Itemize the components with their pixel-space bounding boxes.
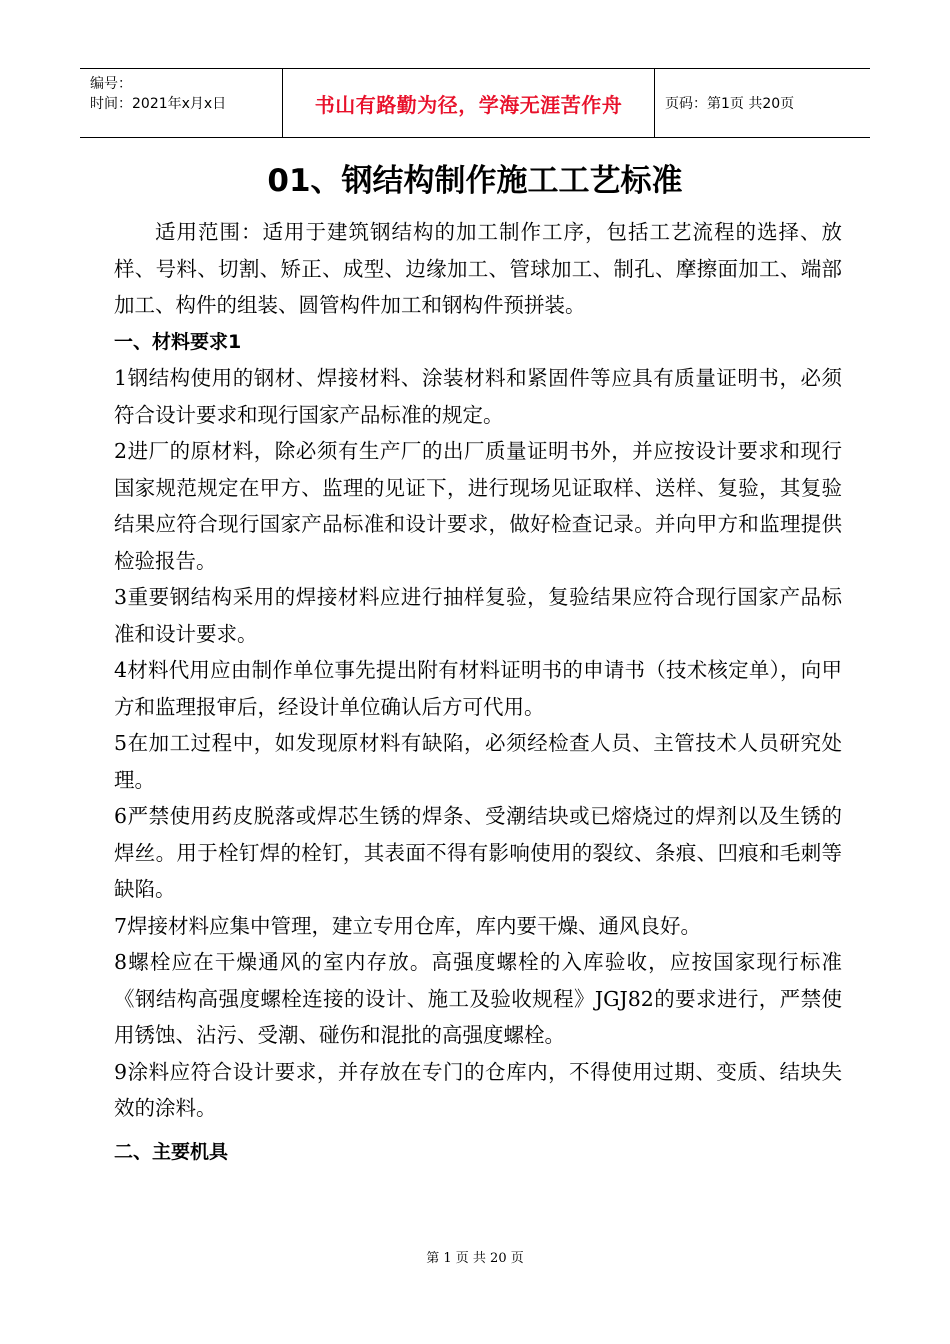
document-title: 01、钢结构制作施工工艺标准 <box>267 163 683 199</box>
material-requirement-7: 7焊接材料应集中管理，建立专用仓库，库内要干燥、通风良好。 <box>114 913 702 938</box>
page-footer: 第 1 页 共 20 页 <box>426 1251 524 1266</box>
material-requirement-9: 9涂料应符合设计要求，并存放在专门的仓库内，不得使用过期、变质、结块失效的涂料。 <box>114 1059 842 1120</box>
header-motto: 书山有路勤为径，学海无涯苦作舟 <box>282 69 655 137</box>
scope-paragraph: 适用范围：适用于建筑钢结构的加工制作工序，包括工艺流程的选择、放样、号料、切割、矫正、成型、边缘加工、管球加工、制孔、摩擦面加工、端部加工、构件的组装、圆管构件加工和钢构件预拼装。 <box>114 220 842 317</box>
material-requirement-4: 4材料代用应由制作单位事先提出附有材料证明书的申请书（技术核定单），向甲方和监理报审后，经设计单位确认后方可代用。 <box>114 658 842 719</box>
header-meta <box>80 69 282 137</box>
material-requirement-8: 8螺栓应在干燥通风的室内存放。高强度螺栓的入库验收，应按国家现行标准《钢结构高强度螺栓连接的设计、施工及验收规程》JGJ82的要求进行，严禁使用锈蚀、沾污、受潮、碰伤和混批的高强度螺栓。 <box>114 950 842 1047</box>
material-requirement-6: 6严禁使用药皮脱落或焊芯生锈的焊条、受潮结块或已熔烧过的焊剂以及生锈的焊丝。用于栓钉焊的栓钉，其表面不得有影响使用的裂纹、条痕、凹痕和毛刺等缺陷。 <box>114 804 842 901</box>
material-requirement-1: 1钢结构使用的钢材、焊接材料、涂装材料和紧固件等应具有质量证明书，必须符合设计要求和现行国家产品标准的规定。 <box>114 366 842 427</box>
material-requirement-2: 2进厂的原材料，除必须有生产厂的出厂质量证明书外，并应按设计要求和现行国家规范规定在甲方、监理的见证下，进行现场见证取样、送样、复验，其复验结果应符合现行国家产品标准和设计要求，做好检查记录。并向甲方和监理提供检验报告。 <box>114 439 842 573</box>
section-heading-materials: 一、材料要求1 <box>114 330 242 353</box>
document-body <box>114 214 842 1170</box>
document-header <box>80 68 870 138</box>
section-heading-equipment: 二、主要机具 <box>114 1140 229 1163</box>
material-requirement-3: 3重要钢结构采用的焊接材料应进行抽样复验，复验结果应符合现行国家产品标准和设计要求。 <box>114 585 842 646</box>
document-time-label: 时间：2021年x月x日 <box>90 96 227 112</box>
material-requirement-5: 5在加工过程中，如发现原材料有缺陷，必须经检查人员、主管技术人员研究处理。 <box>114 731 842 792</box>
document-number-label: 编号： <box>90 76 132 92</box>
header-page-info: 页码：第1页 共20页 <box>665 96 795 112</box>
